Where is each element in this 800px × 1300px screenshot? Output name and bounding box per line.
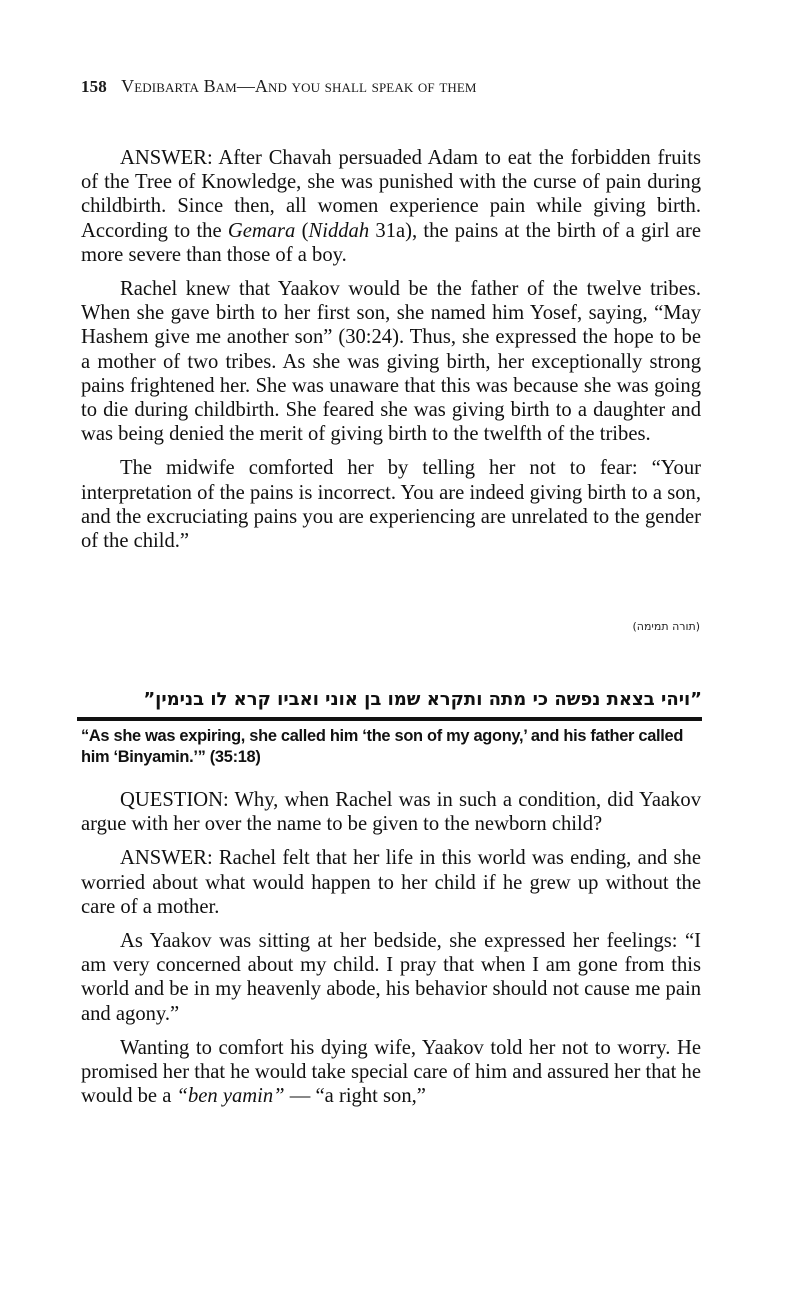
- paragraph: [81, 929, 701, 1026]
- paragraph: [81, 146, 701, 267]
- heading-rule: [77, 717, 702, 721]
- paragraph: [81, 456, 701, 553]
- text-run: Rachel knew that Yaakov would be the father of the twelve tribes. When she gave birth to her first son, she named him Yosef, saying, “May Hashem give me another son” (30:24). Thus, she expressed the hope to be a mother of two tribes. As she was giving birth, her exceptionally strong pains frightened her. She was unaware that this was because she was going to die during childbirth. She feared she was giving birth to a daughter and was being denied the merit of giving birth to the twelfth of the tribes.: [81, 278, 701, 446]
- italic-term: “ben yamin”: [176, 1085, 285, 1108]
- text-run: (: [295, 219, 309, 242]
- text-run: QUESTION: Why, when Rachel was in such a condition, did Yaakov argue with her over the name to be given to the newborn child?: [81, 789, 701, 836]
- verse-hebrew-heading: ”ויהי בצאת נפשה כי מתה ותקרא שמו בן אוני ואביו קרא לו בנימין”: [143, 689, 702, 710]
- book-title: Vedibarta Bam—And you shall speak of them: [121, 76, 477, 96]
- text-run: 31a), the pains at the birth of a girl are more severe than those of a boy.: [81, 219, 701, 266]
- paragraph: [81, 277, 701, 446]
- source-citation: (תורה תמימה): [632, 620, 700, 633]
- page-number: 158: [81, 77, 107, 96]
- paragraph: [81, 788, 701, 836]
- verse-english-translation: “As she was expiring, she called him ‘the son of my agony,’ and his father called him ‘Binyamin.’” (35:18): [81, 727, 684, 766]
- text-run: — “a right son,”: [284, 1085, 426, 1108]
- section-2-body: [81, 788, 701, 1118]
- paragraph: [81, 846, 701, 919]
- text-run: As Yaakov was sitting at her bedside, she expressed her feelings: “I am very concerned about my child. I pray that when I am gone from this world and be in my heavenly abode, his behavior should not cause me pain and agony.”: [81, 930, 701, 1025]
- italic-term: Niddah: [308, 219, 370, 242]
- text-run: ANSWER: Rachel felt that her life in this world was ending, and she worried about what would happen to her child if he grew up without the care of a mother.: [81, 847, 701, 918]
- running-head: [81, 76, 721, 97]
- italic-term: Gemara: [227, 219, 296, 242]
- paragraph: [81, 1036, 701, 1109]
- text-run: Wanting to comfort his dying wife, Yaakov told her not to worry. He promised her that he would take special care of him and assured her that he would be a: [81, 1036, 701, 1108]
- text-run: ANSWER: After Chavah persuaded Adam to eat the forbidden fruits of the Tree of Knowledge, she was punished with the curse of pain during childbirth. Since then, all women experience pain while giving birth. According to the: [81, 147, 701, 242]
- text-run: The midwife comforted her by telling her not to fear: “Your interpretation of the pains is incorrect. You are indeed giving birth to a son, and the excruciating pains you are experiencing are unrelated to the gender of the child.”: [81, 457, 701, 553]
- section-1-body: [81, 146, 701, 563]
